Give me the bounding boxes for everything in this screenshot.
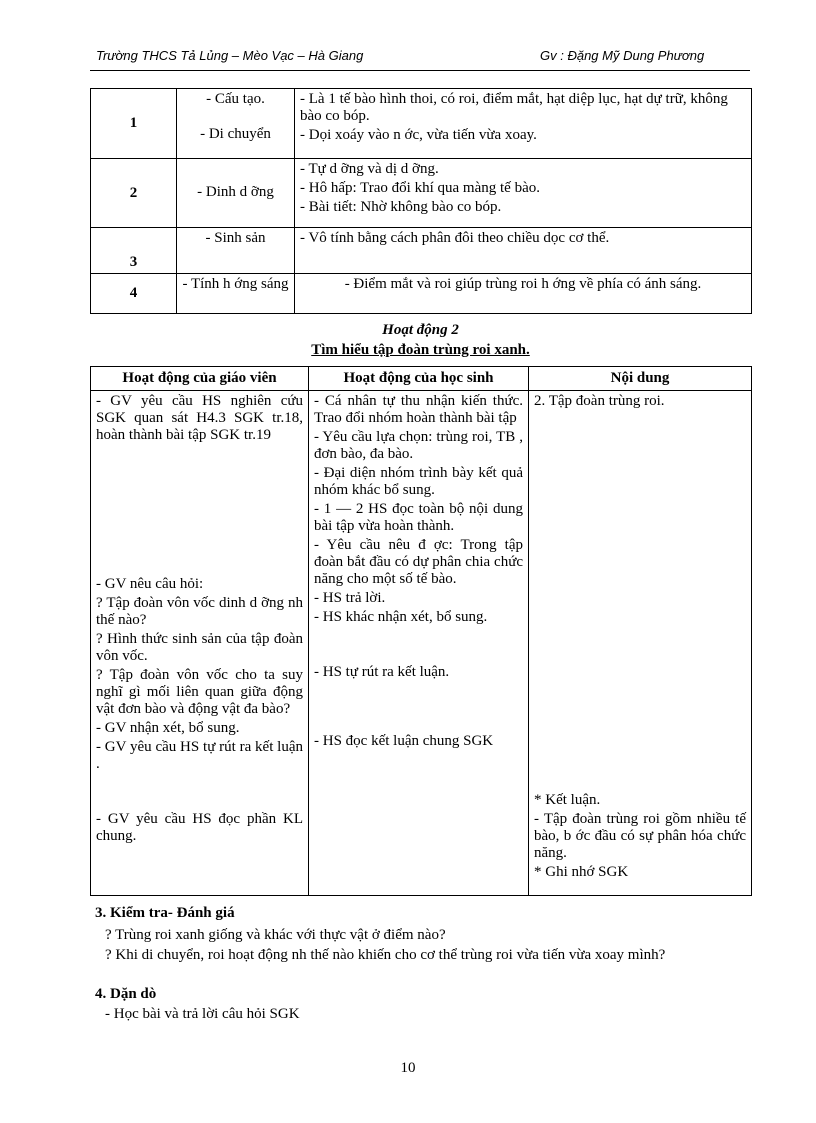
row-number: 2	[91, 159, 177, 228]
section4-heading: 4. Dặn dò	[95, 986, 157, 1002]
row-label: - Dinh d ỡng	[177, 159, 295, 228]
table-row	[91, 89, 752, 159]
header-divider	[90, 70, 750, 71]
row-label: - Cấu tạo. - Di chuyển	[177, 89, 295, 159]
table-row	[91, 228, 752, 274]
table-row	[91, 159, 752, 228]
table-row	[91, 274, 752, 314]
header-teacher: Gv : Đặng Mỹ Dung Phương	[540, 48, 705, 63]
table-row	[91, 391, 752, 896]
content-column: 2. Tập đoàn trùng roi. * Kết luận. - Tập đoàn trùng roi gồm nhiều tế bào, b ớc đầu có sự phân hóa chức năng. * Ghi nhớ SGK	[529, 391, 752, 896]
row-content: - Vô tính bằng cách phân đôi theo chiều dọc cơ thể.	[295, 228, 752, 274]
page-number: 10	[400, 1060, 416, 1076]
row-content: - Tự d ỡng và dị d ỡng. - Hô hấp: Trao đổi khí qua màng tế bào. - Bài tiết: Nhờ không bào co bóp.	[295, 159, 752, 228]
col-header-teacher: Hoạt động của giáo viên	[91, 367, 309, 391]
row-content: - Điểm mắt và roi giúp trùng roi h ớng về phía có ánh sáng.	[295, 274, 752, 314]
row-label: - Tính h ớng sáng	[177, 274, 295, 314]
section3-question-1: ? Trùng roi xanh giống và khác với thực vật ở điểm nào?	[105, 927, 446, 943]
row-number: 4	[91, 274, 177, 314]
activity-title: Hoạt động 2	[382, 322, 459, 338]
activity-table	[90, 366, 752, 896]
header-school: Trường THCS Tả Lủng – Mèo Vạc – Hà Giang	[96, 48, 364, 63]
col-header-content: Nội dung	[529, 367, 752, 391]
student-column: - Cá nhân tự thu nhận kiến thức. Trao đổi nhóm hoàn thành bài tập - Yêu cầu lựa chọn: trùng roi, TB , đơn bào, đa bào. - Đại diện nhóm trình bày kết quả nhóm khác bổ sung. - 1 — 2 HS đọc toàn bộ nội dung bài tập vừa hoàn thành. - Yêu cầu nêu đ ợc: Trong tập đoàn bắt đầu có dự phân chia chức năng cho một số tế bào. - HS trả lời. - HS khác nhận xét, bổ sung. - HS tự rút ra kết luận. - HS đọc kết luận chung SGK	[309, 391, 529, 896]
section3-heading: 3. Kiểm tra- Đánh giá	[95, 905, 235, 921]
teacher-column: - GV yêu cầu HS nghiên cứu SGK quan sát H4.3 SGK tr.18, hoàn thành bài tập SGK tr.19 - GV nêu câu hỏi: ? Tập đoàn vôn vốc dinh d ỡng nh thế nào? ? Hình thức sinh sản của tập đoàn vôn vốc. ? Tập đoàn vôn vốc cho ta suy nghĩ gì mối liên quan giữa động vật đơn bào và động vật đa bào? - GV nhận xét, bổ sung. - GV yêu cầu HS tự rút ra kết luận . - GV yêu cầu HS đọc phần KL chung.	[91, 391, 309, 896]
row-label: - Sinh sản	[177, 228, 295, 274]
row-number: 1	[91, 89, 177, 159]
table-header-row	[91, 367, 752, 391]
row-number: 3	[91, 228, 177, 274]
section4-item: - Học bài và trả lời câu hỏi SGK	[105, 1006, 300, 1022]
col-header-student: Hoạt động của học sinh	[309, 367, 529, 391]
summary-table	[90, 88, 752, 314]
activity-subtitle: Tìm hiểu tập đoàn trùng roi xanh.	[311, 342, 530, 358]
row-content: - Là 1 tế bào hình thoi, có roi, điểm mắt, hạt diệp lục, hạt dự trữ, không bào co bóp. - Dọi xoáy vào n ớc, vừa tiến vừa xoay.	[295, 89, 752, 159]
section3-question-2: ? Khi di chuyển, roi hoạt động nh thế nào khiến cho cơ thể trùng roi vừa tiến vừa xoay mình?	[105, 947, 666, 963]
